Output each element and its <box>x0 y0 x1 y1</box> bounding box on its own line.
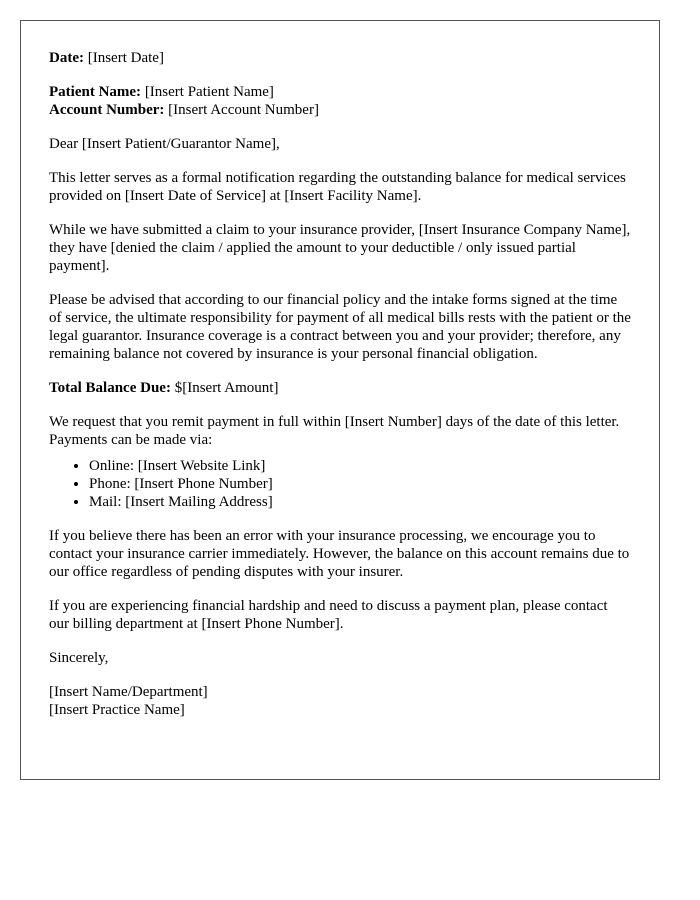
paragraph-hardship: If you are experiencing financial hardship and need to discuss a payment plan, please contact our billing department at [Insert Phone Number]. <box>49 598 608 632</box>
date-value: [Insert Date] <box>83 50 164 66</box>
date-label: Date: <box>49 50 84 66</box>
balance-value: $[Insert Amount] <box>170 380 279 396</box>
date-line <box>49 49 631 67</box>
paragraph-payment-request: We request that you remit payment in full within [Insert Number] days of the date of this letter. Payments can be made via: <box>49 414 620 448</box>
signature-practice: [Insert Practice Name] <box>49 702 185 718</box>
list-item: • Phone: [Insert Phone Number] <box>89 475 631 493</box>
signature-name: [Insert Name/Department] <box>49 684 208 700</box>
paragraph-financial-policy: Please be advised that according to our financial policy and the intake forms signed at the time of service, the ultimate responsibility for payment of all medical bills rests with the patient or the legal guarantor. Insurance coverage is a contract between you and your provider; therefore, any remaining balance not covered by insurance is your personal financial obligation. <box>49 292 631 362</box>
account-number-label: Account Number: <box>49 102 165 118</box>
letter-document <box>20 20 660 780</box>
patient-name-label: Patient Name: <box>49 84 142 100</box>
closing: Sincerely, <box>49 650 109 666</box>
account-number-value: [Insert Account Number] <box>164 102 319 118</box>
list-item: • Mail: [Insert Mailing Address] <box>89 493 631 511</box>
account-number-line <box>49 101 631 119</box>
patient-name-line <box>49 83 631 101</box>
salutation: Dear [Insert Patient/Guarantor Name], <box>49 136 280 152</box>
balance-label: Total Balance Due: <box>49 380 171 396</box>
patient-name-value: [Insert Patient Name] <box>141 84 274 100</box>
paragraph-dispute: If you believe there has been an error with your insurance processing, we encourage you to contact your insurance carrier immediately. However, the balance on this account remains due to our office regardless of pending disputes with your insurer. <box>49 528 630 580</box>
paragraph-insurance-claim: While we have submitted a claim to your insurance provider, [Insert Insurance Company Name], they have [denied the claim / applied the amount to your deductible / only issued partial payment]. <box>49 222 631 274</box>
list-item: • Online: [Insert Website Link] <box>89 457 631 475</box>
payment-methods-list <box>49 457 631 511</box>
balance-line <box>49 379 631 397</box>
paragraph-notification: This letter serves as a formal notification regarding the outstanding balance for medical services provided on [Insert Date of Service] at [Insert Facility Name]. <box>49 170 626 204</box>
